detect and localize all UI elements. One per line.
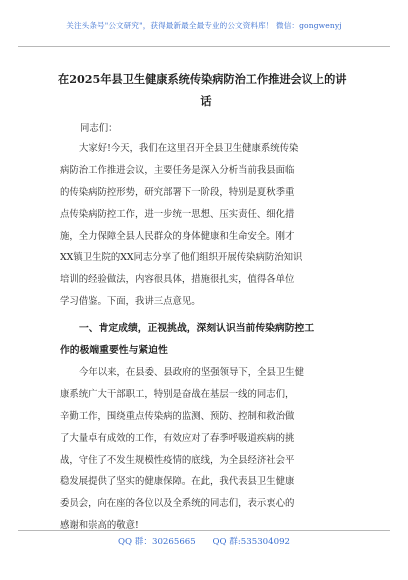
paragraph-1 (60, 138, 356, 313)
paragraph-line: 的传染病防控形势，研究部署下一阶段，特别是夏秋季重 (60, 186, 295, 198)
paragraph-line: 战，守住了不发生规模性疫情的底线，为全县经济社会平 (60, 454, 295, 466)
greeting: 同志们： (80, 123, 118, 134)
paragraph-line: 委员会，向在座的各位以及全系统的同志们，表示衷心的 (60, 498, 295, 510)
paragraph-line: 稳发展提供了坚实的健康保障。在此，我代表县卫生健康 (60, 476, 295, 488)
paragraph-line: 点传染病防控工作，进一步统一思想、压实责任、细化措 (60, 208, 295, 220)
paragraph-line: 今年以来，在县委、县政府的坚强领导下，全县卫生健 (79, 367, 305, 378)
paragraph-line: 施，全力保障全县人民群众的身体健康和生命安全。刚才 (60, 230, 295, 242)
paragraph-line: 大家好!今天，我们在这里召开全县卫生健康系统传染 (79, 143, 299, 154)
paragraph-line: 病防治工作推进会议，主要任务是深入分析当前我县面临 (60, 164, 295, 176)
section-heading-1 (60, 318, 356, 362)
paragraph-line: 康系统广大干部职工，特别是奋战在基层一线的同志们， (60, 388, 295, 400)
paragraph-2 (60, 362, 356, 537)
paragraph-line: 辛勤工作，围绕重点传染病的监测、预防、控制和救治做 (60, 410, 295, 422)
footer-qq-group-2: QQ 群:535304092 (212, 537, 291, 547)
footer (0, 535, 408, 547)
paragraph-line: 感谢和崇高的敬意! (60, 520, 139, 532)
header-banner: 关注头条号"公文研究"，获得最新最全最专业的公文资料库！ 微信：gongwenyj (66, 21, 342, 30)
title-line-1: 在2025年县卫生健康系统传染病防治工作推进会议上的讲 (58, 72, 347, 86)
heading-line: 一、肯定成绩，正视挑战，深刻认识当前传染病防控工 (79, 323, 315, 334)
paragraph-line: XX镇卫生院的XX同志分享了他们组织开展传染病防治知识 (60, 252, 303, 264)
footer-qq-group-1: QQ 群：30265665 (117, 537, 196, 547)
paragraph-line: 培训的经验做法，内容很具体，措施很扎实，值得各单位 (60, 274, 295, 286)
heading-line: 作的极端重要性与紧迫性 (60, 344, 168, 356)
document-title (58, 68, 354, 112)
footer-divider (18, 530, 390, 531)
paragraph-line: 学习借鉴。下面，我讲三点意见。 (60, 296, 201, 308)
title-line-2: 话 (200, 94, 212, 108)
header-divider (18, 46, 390, 47)
paragraph-line: 了大量卓有成效的工作，有效应对了春季呼吸道疾病的挑 (60, 432, 295, 444)
